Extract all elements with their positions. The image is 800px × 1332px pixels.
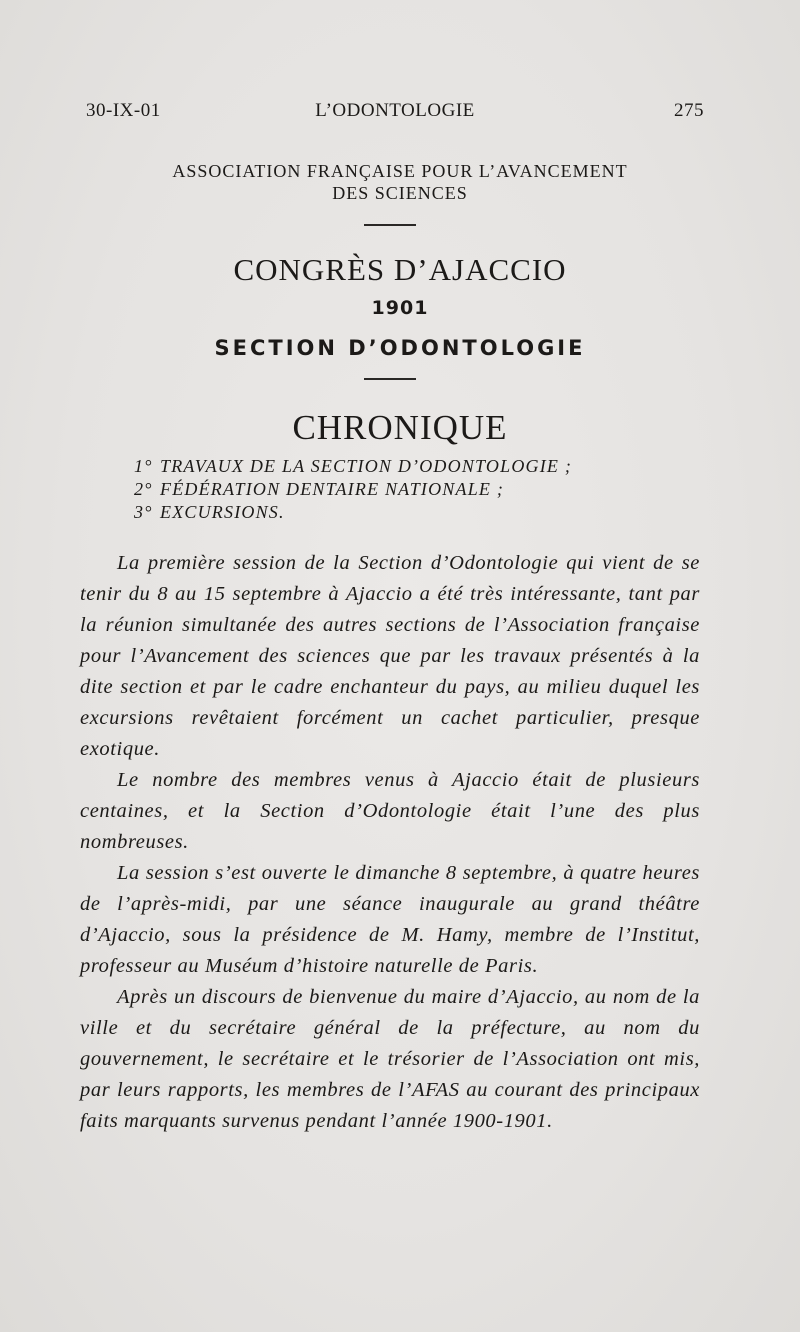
contents-item-number: 2° [134, 479, 153, 499]
congress-title: CONGRÈS D’AJACCIO [233, 252, 567, 287]
page-number: 275 [674, 100, 704, 121]
congress-year: 1901 [371, 297, 429, 319]
divider-rule [364, 224, 416, 226]
body-paragraph: Après un discours de bienvenue du maire d’Ajaccio, au nom de la ville et du secrétaire général de la préfecture, au nom du gouvernement, le secrétaire et le trésorier de l’Association ont mis, par leurs rapports, les membres de l’AFAS au courant des principaux faits marquants survenus pendant l’année 1900-1901. [80, 986, 700, 1132]
chronicle-title: CHRONIQUE [292, 408, 508, 447]
contents-item-text: TRAVAUX DE LA SECTION D’ODONTOLOGIE ; [160, 456, 573, 476]
contents-item-text: FÉDÉRATION DENTAIRE NATIONALE ; [160, 479, 505, 499]
contents-item [134, 478, 572, 501]
body-paragraph: Le nombre des membres venus à Ajaccio était de plusieurs centaines, et la Section d’Odontologie était l’une des plus nombreuses. [80, 769, 700, 853]
association-line-2: DES SCIENCES [332, 183, 468, 203]
contents-item-text: EXCURSIONS. [160, 502, 285, 522]
association-heading [0, 160, 800, 204]
contents-item [134, 501, 572, 524]
header-journal-title: L’ODONTOLOGIE [315, 100, 475, 121]
association-line-1: ASSOCIATION FRANÇAISE POUR L’AVANCEMENT [172, 161, 628, 181]
chronicle-contents [134, 455, 572, 524]
divider-rule [364, 378, 416, 380]
header-date: 30-IX-01 [86, 100, 161, 121]
body-paragraph: La première session de la Section d’Odontologie qui vient de se tenir du 8 au 15 septembre à Ajaccio a été très intéressante, tant par la réunion simultanée des autres sections de l’Association française pour l’Avancement des sciences que par les travaux présentés à la dite section et par le cadre enchanteur du pays, au milieu duquel les excursions revêtaient forcément un cachet particulier, presque exotique. [80, 552, 700, 760]
section-title: SECTION D’ODONTOLOGIE [214, 336, 586, 360]
running-head [86, 100, 704, 126]
contents-item-number: 1° [134, 456, 153, 476]
contents-item-number: 3° [134, 502, 153, 522]
contents-item [134, 455, 572, 478]
body-paragraph: La session s’est ouverte le dimanche 8 septembre, à quatre heures de l’après-midi, par une séance inaugurale au grand théâtre d’Ajaccio, sous la présidence de M. Hamy, membre de l’Institut, professeur au Muséum d’histoire naturelle de Paris. [80, 862, 700, 977]
article-body [80, 548, 700, 1137]
